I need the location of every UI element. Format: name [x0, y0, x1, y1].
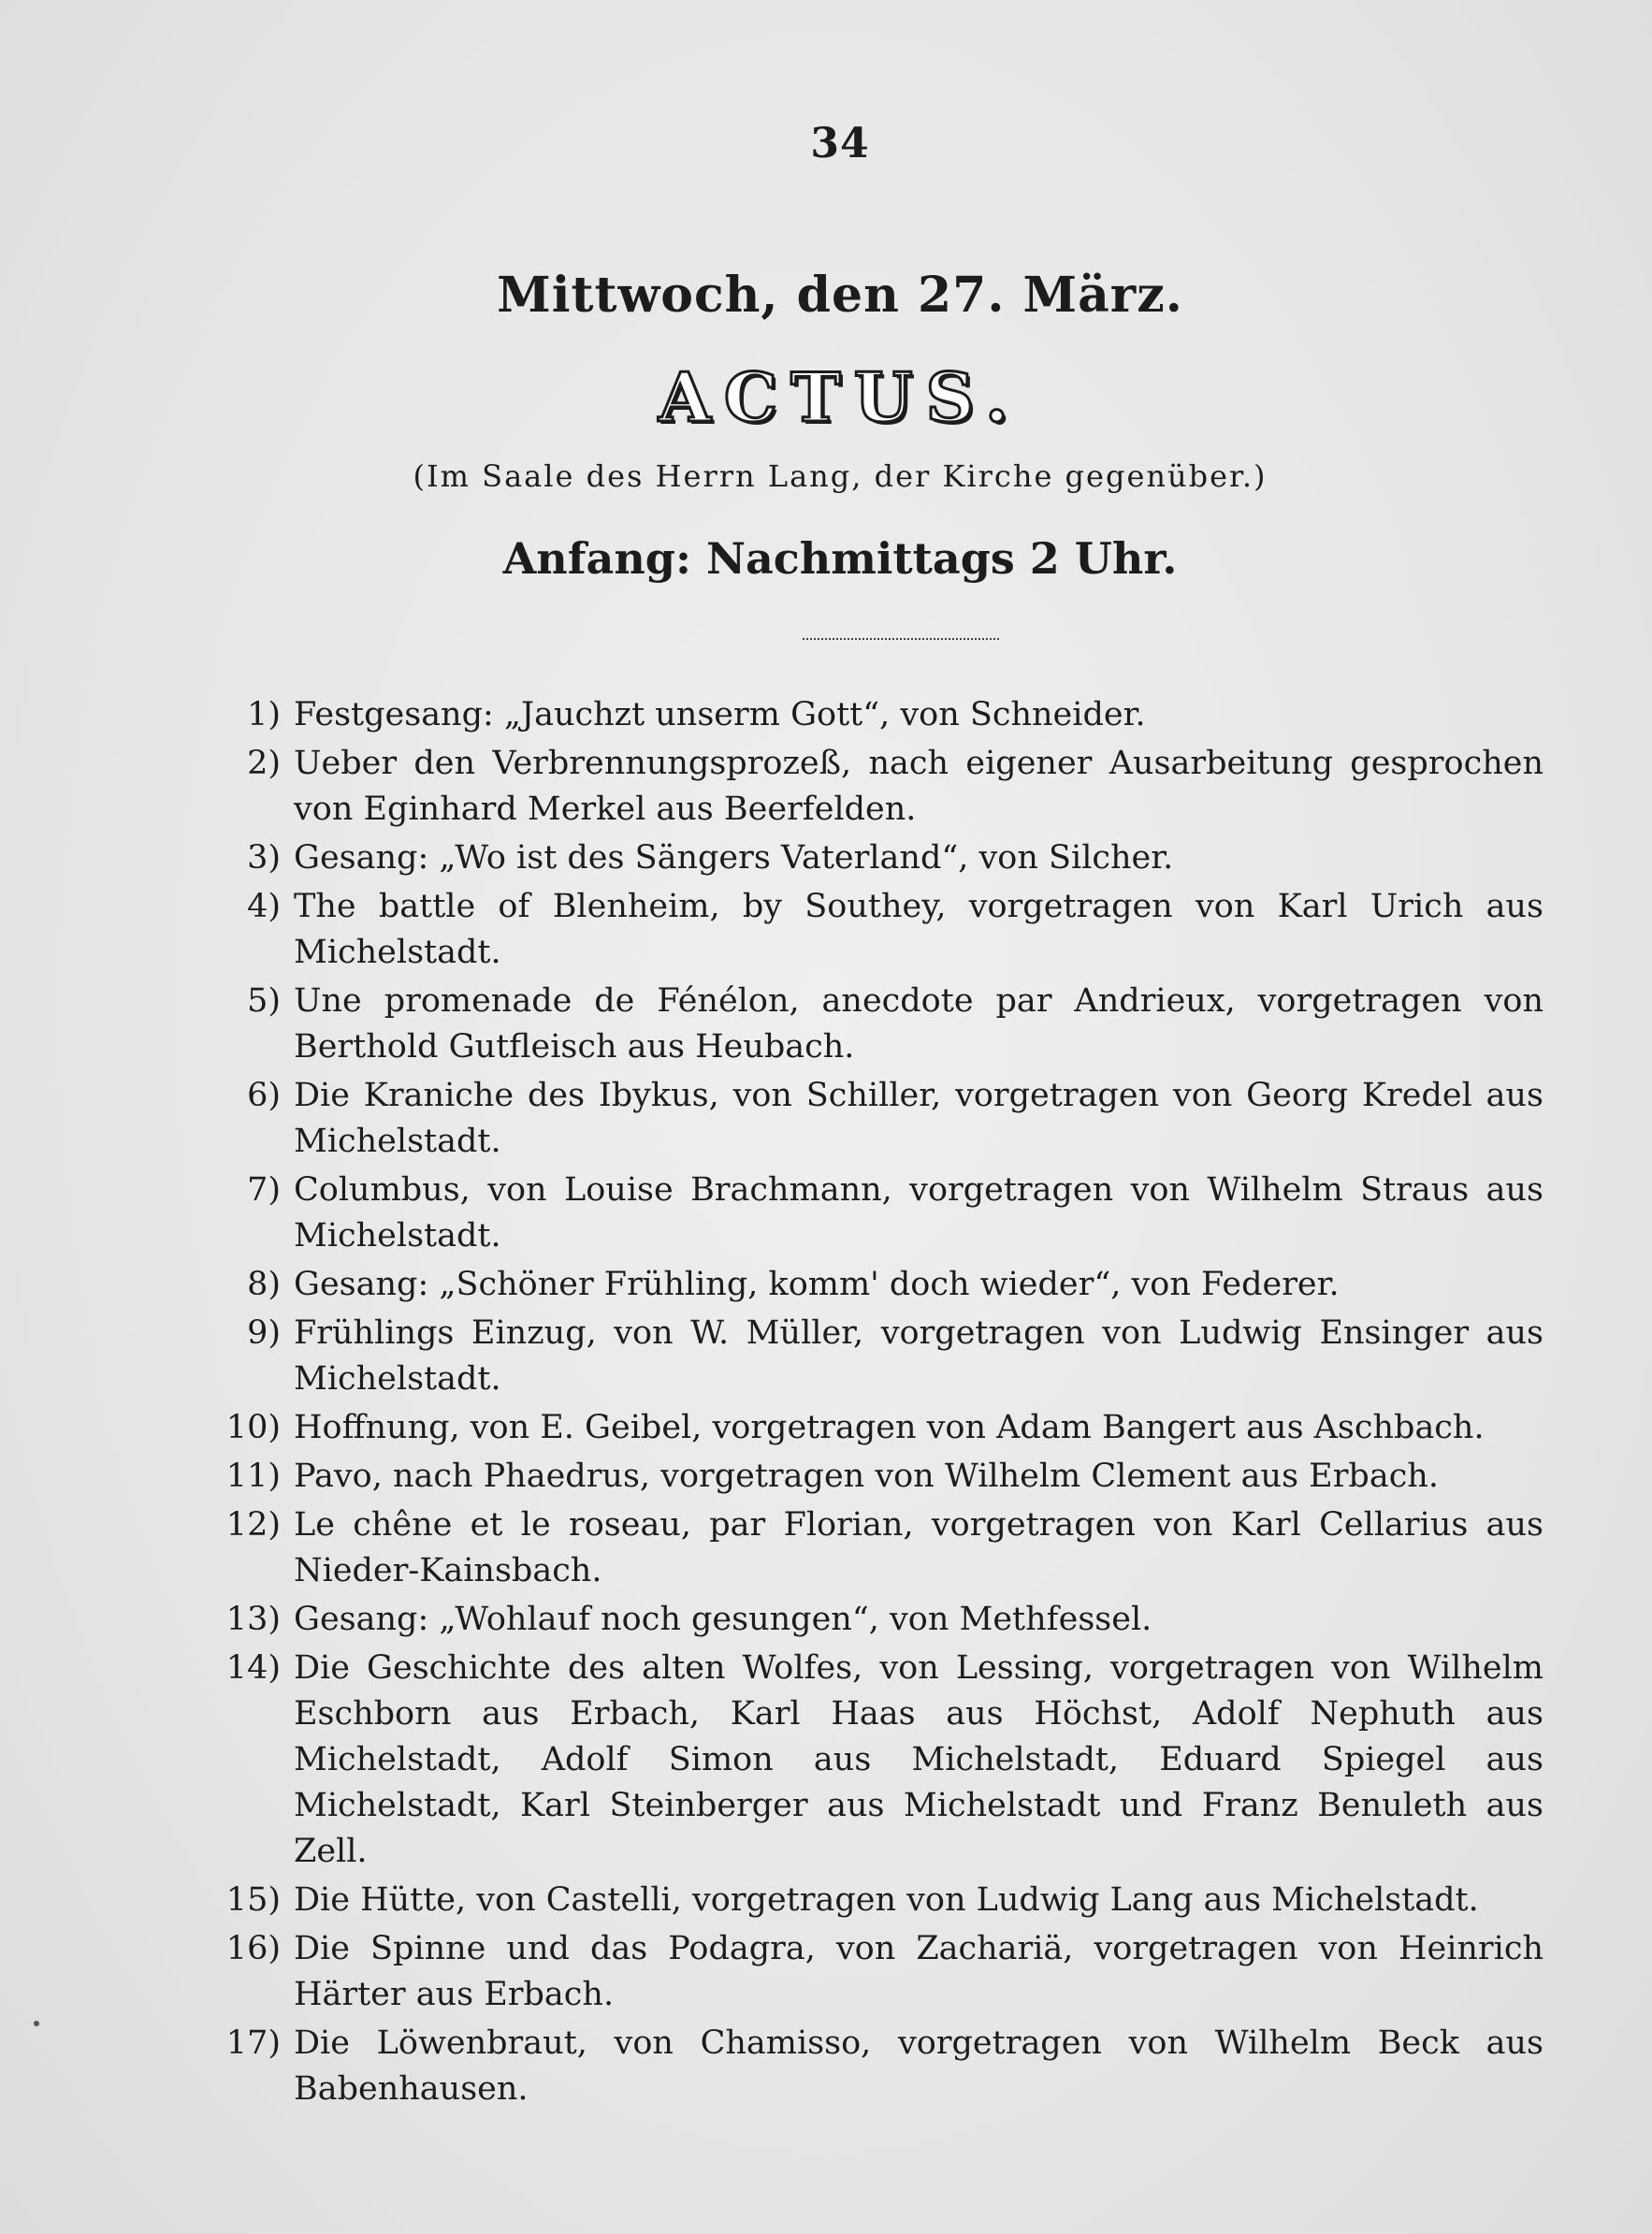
item-number: 10)	[225, 1409, 281, 1446]
ink-speck	[34, 2021, 39, 2026]
item-number: 13)	[225, 1601, 281, 1638]
program-list	[215, 692, 1543, 2115]
program-item	[215, 741, 1543, 833]
item-number: 8)	[247, 1266, 281, 1303]
item-text: Die Löwenbraut, von Chamisso, vorgetragen von Wilhelm Beck aus Babenhausen.	[294, 2024, 1543, 2108]
actus-title: ACTUS.	[658, 357, 1022, 437]
program-item	[215, 1405, 1543, 1451]
item-text: Gesang: „Wohlauf noch gesungen“, von Methfessel.	[294, 1601, 1152, 1638]
venue-note: (Im Saale des Herrn Lang, der Kirche gegenüber.)	[413, 458, 1268, 494]
item-text: Hoffnung, von E. Geibel, vorgetragen von Adam Bangert aus Aschbach.	[294, 1409, 1485, 1446]
program-item	[215, 1878, 1543, 1923]
item-text: Gesang: „Wo ist des Sängers Vaterland“, von Silcher.	[294, 839, 1174, 877]
program-item	[215, 884, 1543, 976]
item-text: Festgesang: „Jauchzt unserm Gott“, von Schneider.	[294, 696, 1146, 733]
item-number: 15)	[225, 1881, 281, 1919]
item-text: Pavo, nach Phaedrus, vorgetragen von Wilhelm Clement aus Erbach.	[294, 1458, 1439, 1495]
item-number: 14)	[225, 1649, 281, 1687]
program-item	[215, 1926, 1543, 2018]
item-number: 2)	[247, 745, 281, 782]
item-number: 5)	[247, 982, 281, 1020]
program-item	[215, 1262, 1543, 1308]
program-item	[215, 1502, 1543, 1594]
item-text: Columbus, von Louise Brachmann, vorgetragen von Wilhelm Straus aus Michelstadt.	[294, 1171, 1543, 1255]
item-text: Die Geschichte des alten Wolfes, von Lessing, vorgetragen von Wilhelm Eschborn aus Erbach, Karl Haas aus Höchst, Adolf Nephuth aus Michelstadt, Adolf Simon aus Michelstadt, Eduard Spiegel aus Michelstadt, Karl Steinberger aus Michelstadt und Franz Benuleth aus Zell.	[294, 1649, 1543, 1870]
item-number: 16)	[225, 1930, 281, 1967]
program-item	[215, 1646, 1543, 1875]
date-heading: Mittwoch, den 27. März.	[497, 267, 1183, 324]
item-text: Une promenade de Fénélon, anecdote par Andrieux, vorgetragen von Berthold Gutfleisch aus Heubach.	[294, 982, 1543, 1066]
program-item	[215, 1454, 1543, 1500]
item-text: Ueber den Verbrennungsprozeß, nach eigener Ausarbeitung gesprochen von Eginhard Merkel aus Beerfelden.	[294, 745, 1543, 828]
program-item	[215, 835, 1543, 881]
program-item	[215, 1311, 1543, 1402]
program-item	[215, 1073, 1543, 1165]
program-item	[215, 1168, 1543, 1259]
item-number: 3)	[247, 839, 281, 877]
program-item	[215, 979, 1543, 1070]
item-number: 17)	[225, 2024, 281, 2062]
item-number: 11)	[225, 1458, 281, 1495]
item-text: The battle of Blenheim, by Southey, vorgetragen von Karl Urich aus Michelstadt.	[294, 888, 1543, 971]
program-item	[215, 2021, 1543, 2112]
program-item	[215, 692, 1543, 738]
item-text: Die Spinne und das Podagra, von Zachariä, vorgetragen von Heinrich Härter aus Erbach.	[294, 1930, 1543, 2013]
decorative-divider	[803, 638, 999, 640]
item-text: Gesang: „Schöner Frühling, komm' doch wieder“, von Federer.	[294, 1266, 1340, 1303]
item-text: Die Kraniche des Ibykus, von Schiller, vorgetragen von Georg Kredel aus Michelstadt.	[294, 1077, 1543, 1160]
page-number: 34	[810, 120, 870, 167]
program-item	[215, 1597, 1543, 1643]
item-number: 9)	[247, 1314, 281, 1352]
item-number: 1)	[247, 696, 281, 733]
item-text: Die Hütte, von Castelli, vorgetragen von Ludwig Lang aus Michelstadt.	[294, 1881, 1479, 1919]
start-time: Anfang: Nachmittags 2 Uhr.	[502, 533, 1178, 584]
item-number: 6)	[247, 1077, 281, 1114]
item-number: 7)	[247, 1171, 281, 1209]
item-number: 4)	[247, 888, 281, 925]
item-text: Frühlings Einzug, von W. Müller, vorgetragen von Ludwig Ensinger aus Michelstadt.	[294, 1314, 1543, 1398]
item-text: Le chêne et le roseau, par Florian, vorgetragen von Karl Cellarius aus Nieder-Kainsbach.	[294, 1506, 1543, 1589]
item-number: 12)	[225, 1506, 281, 1544]
